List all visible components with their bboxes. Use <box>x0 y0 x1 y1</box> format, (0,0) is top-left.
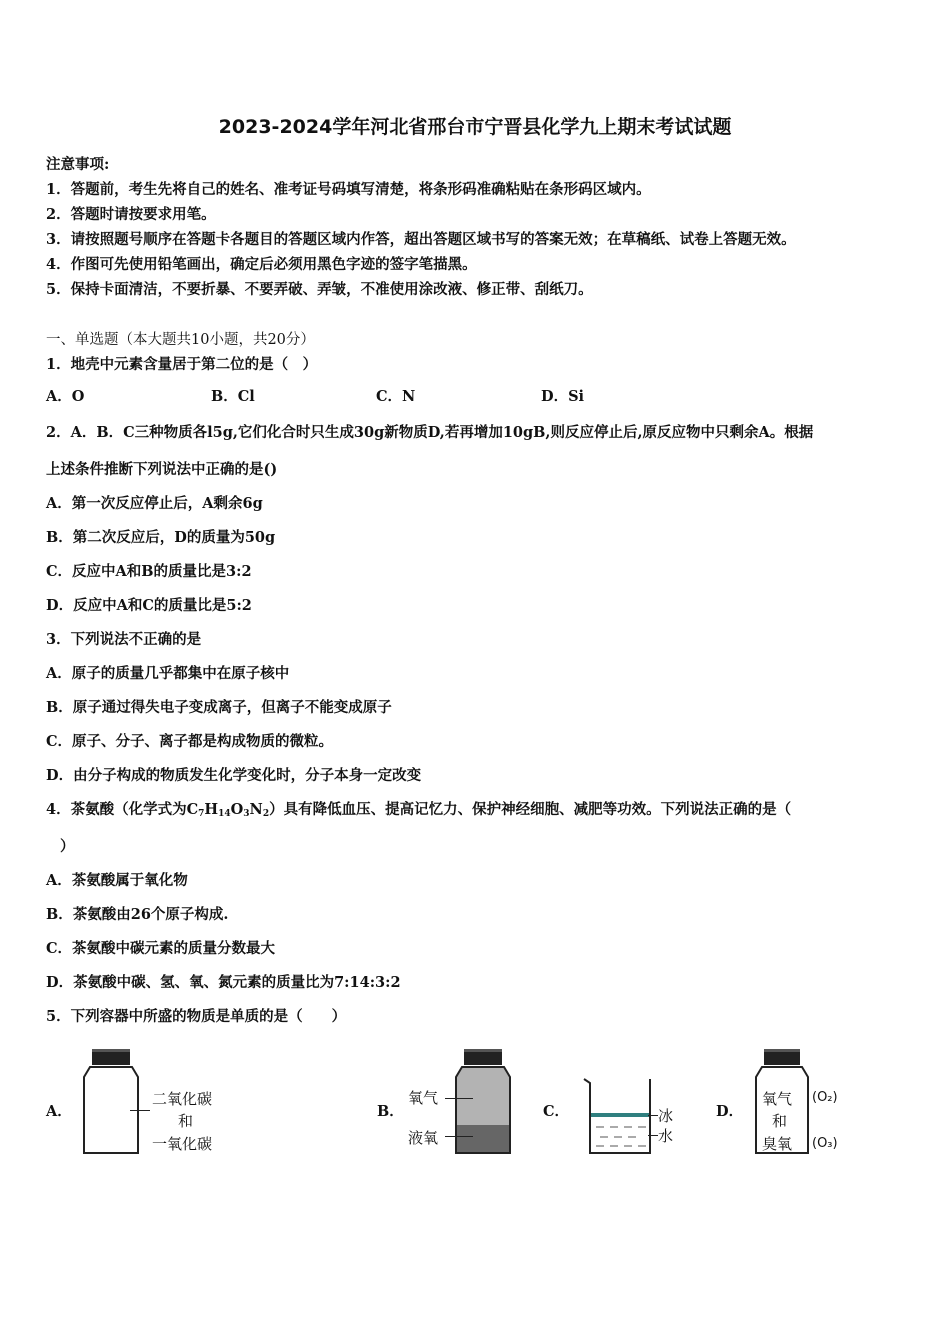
jar-d-formula-o2: (O₂) <box>812 1090 838 1105</box>
q4-stem-tail: ）具有降低血压、提高记忆力、保护神经细胞、减肥等功效。下列说法正确的是（ <box>269 801 792 818</box>
q2-option-a: A．第一次反应停止后，A剩余6g <box>46 495 263 512</box>
jar-b-pointer-1 <box>445 1098 473 1099</box>
q2-option-d: D．反应中A和C的质量比是5:2 <box>46 597 252 614</box>
notice-item-1: 1．答题前，考生先将自己的姓名、准考证号码填写清楚，将条形码准确粘贴在条形码区域内。 <box>46 181 651 198</box>
q2-option-c: C．反应中A和B的质量比是3:2 <box>46 563 252 580</box>
q4-sub-c: 7 <box>198 809 205 819</box>
q3-option-c: C．原子、分子、离子都是构成物质的微粒。 <box>46 733 334 750</box>
jar-b-pointer-2 <box>445 1136 473 1137</box>
q4-el-h: H <box>204 801 219 818</box>
q5-stem: 5．下列容器中所盛的物质是单质的是（ ） <box>46 1008 347 1025</box>
q4-option-d: D．茶氨酸中碳、氢、氧、氮元素的质量比为7:14:3:2 <box>46 974 401 991</box>
jar-a-pointer <box>130 1110 150 1111</box>
jar-b-label-oxygen: 氧气 <box>408 1089 439 1107</box>
q4-stem-text: 4．茶氨酸（化学式为C <box>46 801 199 818</box>
notice-item-3: 3．请按照题号顺序在答题卡各题目的答题区域内作答，超出答题区域书写的答案无效；在草稿纸、试卷上答题无效。 <box>46 231 796 248</box>
jar-d-label-3: 臭氧 <box>762 1135 793 1153</box>
q1-option-d: D．Si <box>541 388 585 405</box>
jar-a-label-1: 二氧化碳 <box>152 1090 213 1108</box>
q3-option-d: D．由分子构成的物质发生化学变化时，分子本身一定改变 <box>46 767 422 784</box>
q1-option-b: B．Cl <box>211 388 255 405</box>
jar-b-icon <box>452 1045 518 1157</box>
q1-option-a: A．O <box>46 388 85 405</box>
q5-fig-a-letter: A． <box>46 1103 72 1120</box>
q4-el-n: N <box>249 801 263 818</box>
q4-sub-o: 3 <box>243 809 250 819</box>
exam-title: 2023-2024学年河北省邢台市宁晋县化学九上期末考试试题 <box>218 116 732 138</box>
beaker-c-pointer-2 <box>648 1135 658 1136</box>
jar-a-label-2: 和 <box>178 1112 194 1130</box>
q3-option-a: A．原子的质量几乎都集中在原子核中 <box>46 665 290 682</box>
notice-item-4: 4．作图可先使用铅笔画出，确定后必须用黑色字迹的签字笔描黑。 <box>46 256 477 273</box>
notice-item-5: 5．保持卡面清洁，不要折暴、不要弄破、弄皱，不准使用涂改液、修正带、刮纸刀。 <box>46 281 593 298</box>
q5-fig-c-letter: C． <box>543 1103 570 1120</box>
q3-option-b: B．原子通过得失电子变成离子，但离子不能变成原子 <box>46 699 392 716</box>
q4-el-o: O <box>230 801 244 818</box>
q4-option-c: C．茶氨酸中碳元素的质量分数最大 <box>46 940 276 957</box>
q5-fig-d-letter: D． <box>716 1103 744 1120</box>
q2-option-b: B．第二次反应后，D的质量为50g <box>46 529 276 546</box>
q3-stem: 3．下列说法不正确的是 <box>46 631 202 648</box>
q4-stem-line2: ） <box>60 838 75 855</box>
q1-option-c: C．N <box>376 388 416 405</box>
jar-d-label-1: 氧气 <box>762 1090 793 1108</box>
q4-sub-h: 14 <box>218 809 231 819</box>
q5-fig-b-letter: B． <box>377 1103 404 1120</box>
beaker-c-label-ice: 冰 <box>658 1107 674 1125</box>
notice-heading: 注意事项: <box>46 156 110 173</box>
q4-option-b: B．茶氨酸由26个原子构成. <box>46 906 229 923</box>
section-heading: 一、单选题（本大题共10小题，共20分） <box>46 332 315 348</box>
jar-d-formula-o3: (O₃) <box>812 1136 838 1151</box>
q2-stem-line2: 上述条件推断下列说法中正确的是() <box>46 461 278 478</box>
beaker-c-label-water: 水 <box>658 1127 674 1145</box>
beaker-c-pointer-1 <box>648 1115 658 1116</box>
jar-b-label-liquid-oxygen: 液氧 <box>408 1129 439 1147</box>
beaker-c-icon <box>580 1075 660 1157</box>
jar-d-label-2: 和 <box>772 1112 788 1130</box>
jar-a-icon <box>78 1045 148 1157</box>
q4-stem <box>46 798 791 819</box>
q2-stem-line1: 2．A．B．C三种物质各l5g,它们化合时只生成30g新物质D,若再增加10gB,则反应停止后,原反应物中只剩余A。根据 <box>46 424 814 441</box>
jar-a-label-3: 一氧化碳 <box>152 1135 213 1153</box>
q4-sub-n: 2 <box>262 809 270 819</box>
q1-stem: 1．地壳中元素含量居于第二位的是（ ） <box>46 356 318 373</box>
notice-item-2: 2．答题时请按要求用笔。 <box>46 206 216 223</box>
q4-option-a: A．茶氨酸属于氧化物 <box>46 872 188 889</box>
